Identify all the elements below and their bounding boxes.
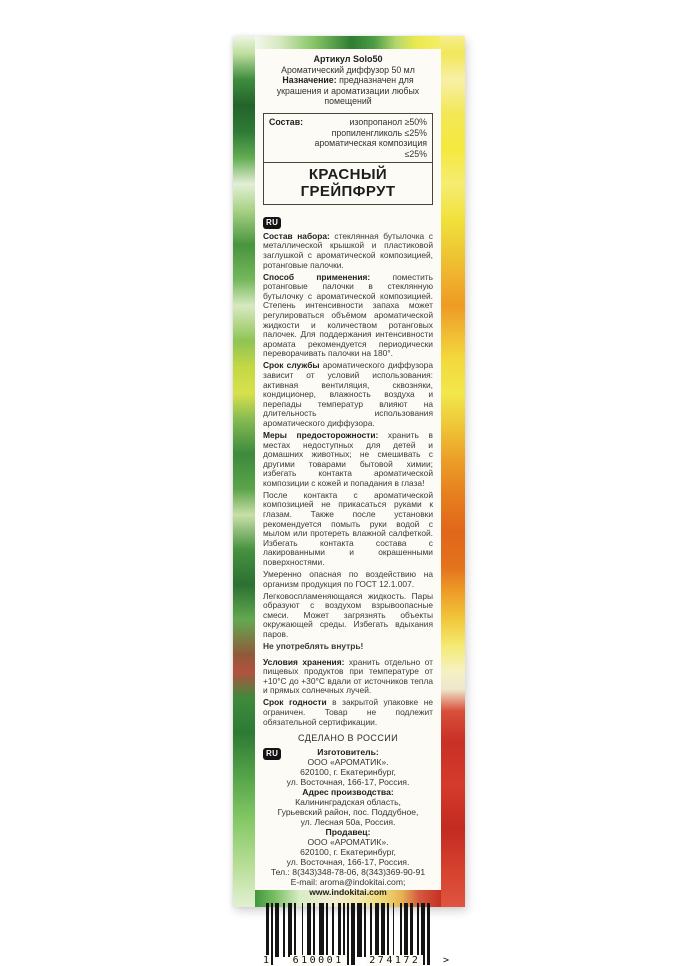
barcode <box>263 903 449 966</box>
seller-line: 620100, г. Екатеринбург, <box>300 846 396 857</box>
composition-item: изопропанол ≥50% <box>349 116 427 127</box>
label-header <box>263 54 433 107</box>
precautions-lead: Меры предосторожности: <box>263 429 379 440</box>
after-contact-note: После контакта с ароматической композицией не прикасаться руками к глазам. Также после установки рекомендуется помыть руки водой с мылом или протереть влажной салфеткой. Избегать контакта состава с лакированными и окрашенными поверхностями. <box>263 489 433 567</box>
barcode-bar <box>427 903 431 965</box>
left-fruit-edge-art <box>233 36 255 907</box>
purpose-label: Назначение: <box>282 75 337 86</box>
barcode-group-1: 610001 <box>290 955 347 966</box>
kit-contents-lead: Состав набора: <box>263 230 330 241</box>
do-not-ingest-warning: Не употреблять внутрь! <box>263 641 364 652</box>
barcode-suffix: > <box>442 954 449 966</box>
right-fruit-edge-art <box>441 36 465 907</box>
shelf-life: Срок годности в закрытой упаковке не ограничен. Товар не подлежит обязательной сертификации. <box>263 697 433 727</box>
composition-item: пропиленгликоль ≤25% <box>331 127 427 138</box>
precautions: Меры предосторожности: хранить в местах недоступных для детей и домашних животных; не смешивать с другими товарами бытовой химии; избегать контакта ароматической композиции с кожей и попадания в глаза! <box>263 429 434 488</box>
storage-conditions: Условия хранения: хранить отдельно от пищевых продуктов при температуре от +10°С до +30°С вдали от источников тепла и прямых солнечных лучей. <box>263 656 433 696</box>
manufacturer-line: ООО «АРОМАТИК». <box>307 757 389 768</box>
composition-label: Состав: <box>269 116 304 127</box>
product-label <box>255 49 449 966</box>
production-address-line: Гурьевский район, пос. Поддубное, <box>277 807 419 817</box>
label-body-text <box>263 232 433 727</box>
product-box <box>233 36 465 966</box>
seller-email-line: E-mail: aroma@indokitai.com; <box>290 876 406 887</box>
manufacturer-line: 620100, г. Екатеринбург, <box>300 767 396 778</box>
article-number: Артикул Solo50 <box>313 54 383 64</box>
kit-contents: Состав набора: стеклянная бутылочка с металлической крышкой и пластиковой заглушкой с ароматической композицией, ротанговые палочки. <box>263 230 433 270</box>
seller-line: ООО «АРОМАТИК». <box>307 836 389 847</box>
composition-values <box>303 117 427 160</box>
product-type-line: Ароматический диффузор 50 мл <box>281 64 415 75</box>
website: www.indokitai.com <box>309 886 387 897</box>
production-address-line: ул. Лесная 50а, Россия. <box>300 816 396 827</box>
production-address-line: Калининградская область, <box>295 797 401 808</box>
service-life: Срок службы ароматического диффузора зависит от условий использования: активная вентиляция, сквозняки, кондиционер, влажность воздуха и перепады температур влияют на длительность использования ароматического диффузора. <box>263 360 433 428</box>
manufacturer-title: Изготовитель: <box>317 747 379 758</box>
top-fruit-edge-art <box>255 36 441 49</box>
flammability-note: Легковоспламеняющаяся жидкость. Пары образуют с воздухом взрывоопасные смеси. Может загрязнять объекты окружающей среды. Избегать вдыхания паров. <box>263 590 433 639</box>
service-life-lead: Срок службы <box>263 360 320 371</box>
barcode-group-2: 274172 <box>366 955 423 966</box>
product-name: КРАСНЫЙ ГРЕЙПФРУТ <box>300 165 396 200</box>
hazard-class-note: Умеренно опасная по воздействию на организм продукция по ГОСТ 12.1.007. <box>263 569 433 589</box>
usage-lead: Способ применения: <box>263 271 371 282</box>
usage-instructions: Способ применения: поместить ротанговые палочки в стеклянную бутылочку с ароматической композицией. Степень интенсивности запаха может регулироваться объёмом ароматической жидкости и количеством ротанговых палочек. Для поддержания интенсивности аромата рекомендуется периодически переворачивать палочки на 180°. <box>263 271 433 359</box>
storage-lead: Условия хранения: <box>263 656 345 667</box>
contacts-block <box>263 748 433 898</box>
composition-item: ароматическая композиция ≤25% <box>314 138 427 160</box>
production-address-title: Адрес производства: <box>302 787 394 798</box>
seller-line: ул. Восточная, 166-17, Россия. <box>286 856 410 867</box>
purpose-line <box>263 75 433 107</box>
seller-title: Продавец: <box>325 826 371 837</box>
manufacturer-line: ул. Восточная, 166-17, Россия. <box>286 777 410 788</box>
seller-phone-line: Тел.: 8(343)348-78-06, 8(343)369-90-91 <box>270 866 426 877</box>
composition-row <box>264 114 432 162</box>
ru-country-badge: RU <box>263 748 281 760</box>
made-in-russia: СДЕЛАНО В РОССИИ <box>298 733 398 744</box>
shelf-life-lead: Срок годности <box>263 697 327 708</box>
barcode-first-digit: 1 <box>263 954 270 966</box>
composition-box <box>263 113 433 205</box>
ru-language-badge: RU <box>263 217 281 229</box>
purpose-text: предназначен для украшения и ароматизации любых помещений <box>276 75 420 107</box>
manufacturer-title-row <box>263 748 433 758</box>
